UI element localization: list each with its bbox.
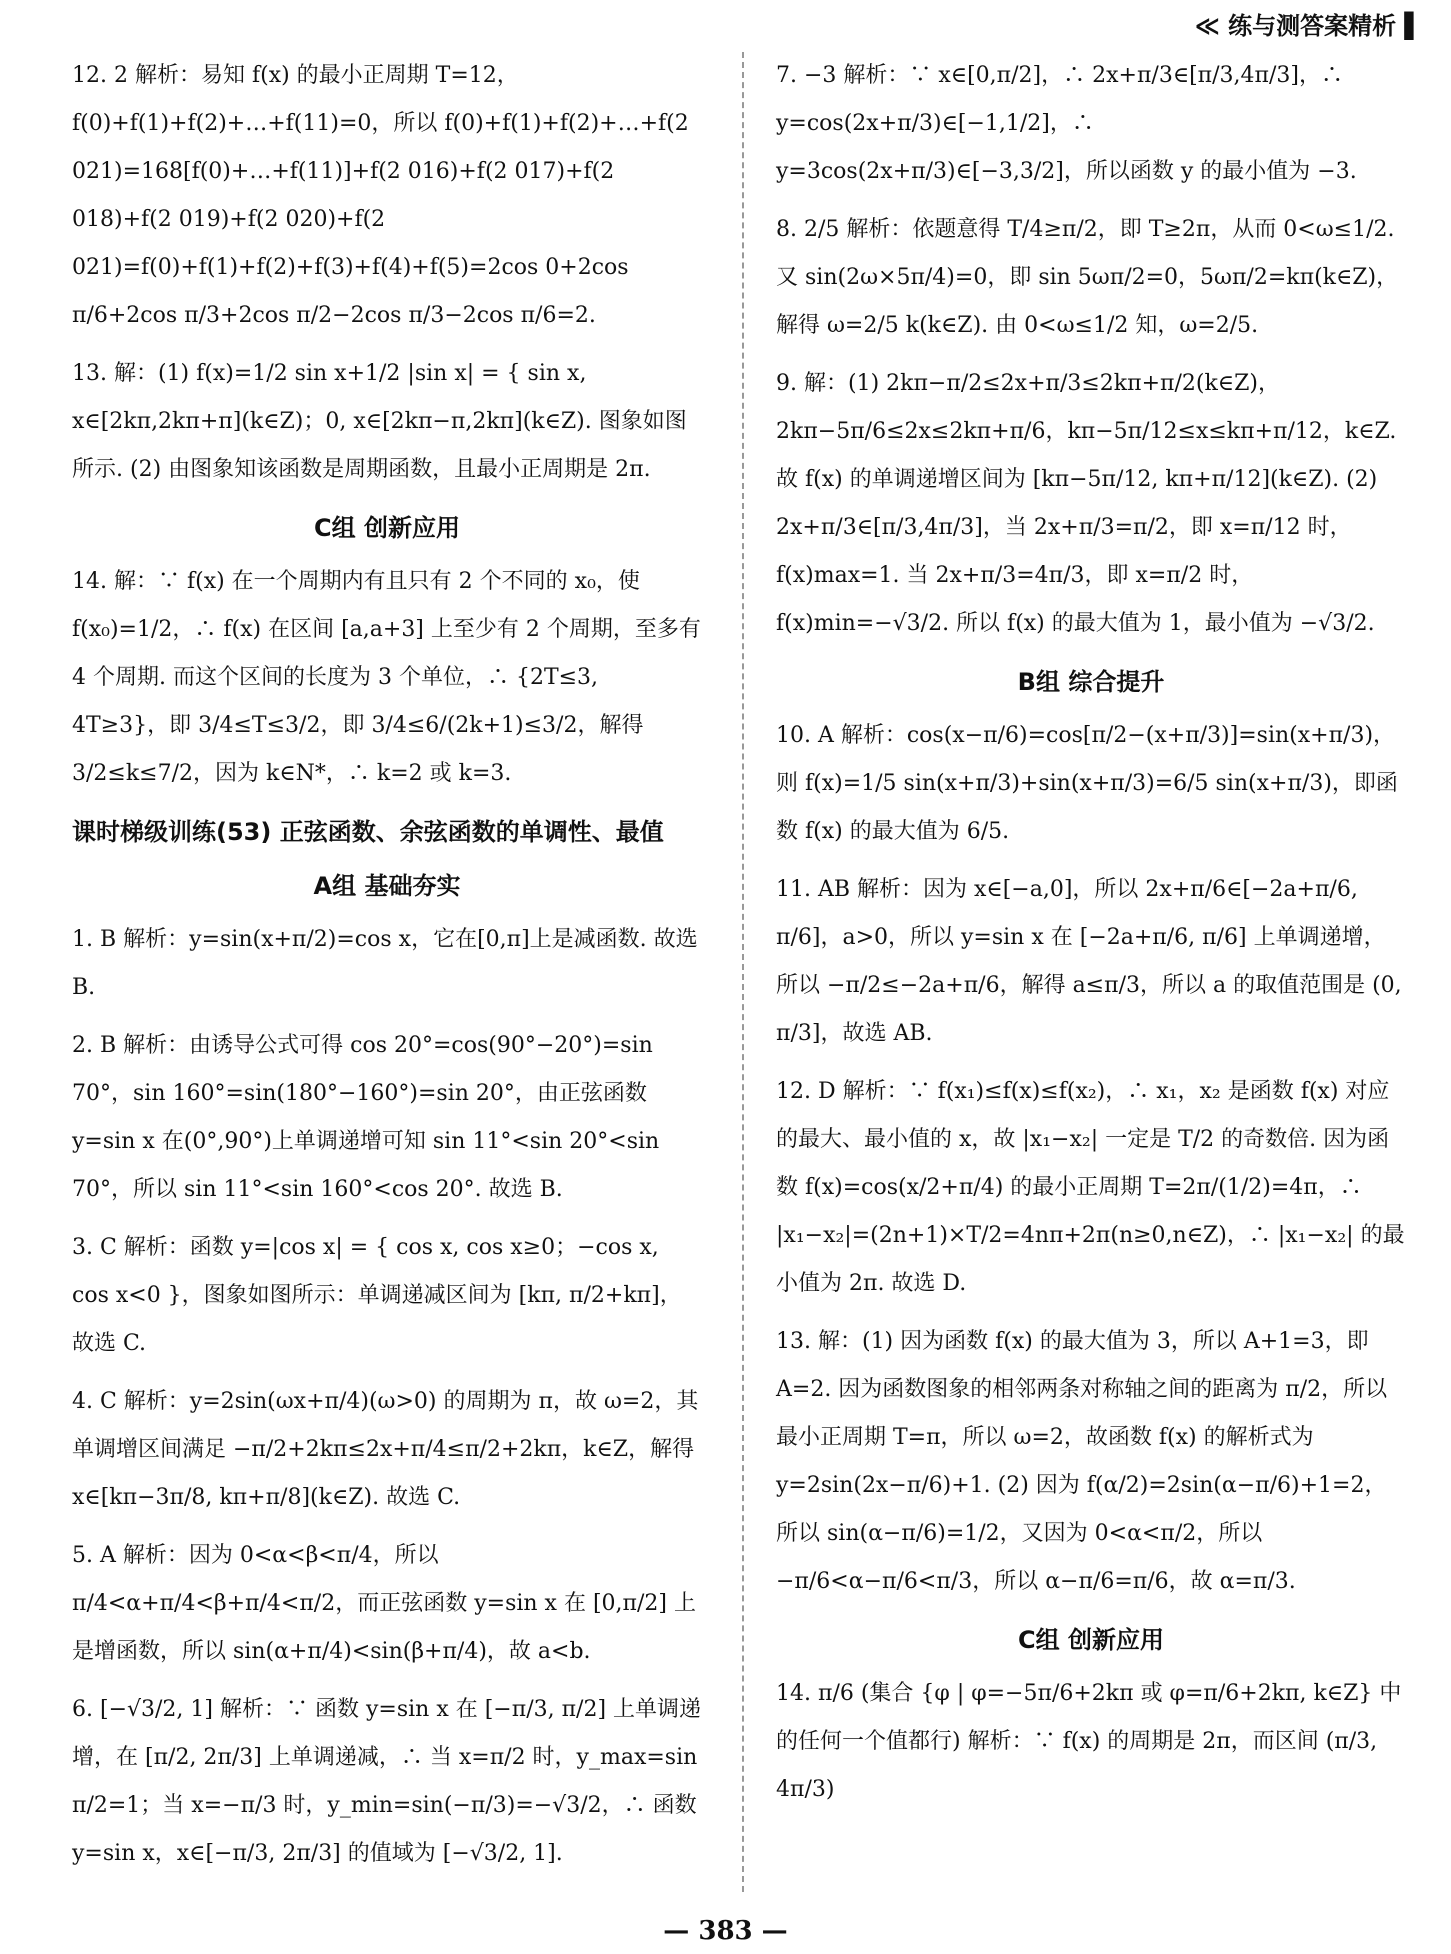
lesson-title: 课时梯级训练(53) 正弦函数、余弦函数的单调性、最值 — [72, 818, 664, 846]
group-c-heading: C组 创新应用 — [314, 514, 460, 542]
left-column — [72, 52, 702, 1888]
solution-12: 12. 2 解析：易知 f(x) 的最小正周期 T=12，f(0)+f(1)+f(2)+…+f(11)=0，所以 f(0)+f(1)+f(2)+…+f(2 021)=168[f(0)+…+f(11)]+f(2 016)+f(2 017)+f(2 018)+f(2 019)+f(2 020)+f(2 021)=f(0)+f(1)+f(2)+f(3)+f(4)+f(5)=2cos 0+2cos π/6+2cos π/3+2cos π/2−2cos π/3−2cos π/6=2. — [72, 63, 689, 328]
solution-13: 13. 解：(1) f(x)=1/2 sin x+1/2 |sin x| = { sin x, x∈[2kπ,2kπ+π](k∈Z)；0, x∈[2kπ−π,2kπ](k∈Z). 图象如图所示. (2) 由图象知该函数是周期函数，且最小正周期是 2π. — [72, 361, 687, 482]
solution-14: 14. 解：∵ f(x) 在一个周期内有且只有 2 个不同的 x₀，使 f(x₀)=1/2，∴ f(x) 在区间 [a,a+3] 上至少有 2 个周期，至多有 4 个周期. 而这个区间的长度为 3 个单位，∴ {2T≤3, 4T≥3}，即 3/4≤T≤3/2，即 3/4≤6/(2k+1)≤3/2，解得 3/2≤k≤7/2，因为 k∈N*，∴ k=2 或 k=3. — [72, 569, 701, 786]
page-number: — 383 — — [663, 1916, 788, 1946]
answer-8: 8. 2/5 解析：依题意得 T/4≥π/2，即 T≥2π，从而 0<ω≤1/2. 又 sin(2ω×5π/4)=0，即 sin 5ωπ/2=0，5ωπ/2=kπ(k∈Z)，解得 ω=2/5 k(k∈Z). 由 0<ω≤1/2 知，ω=2/5. — [776, 217, 1399, 338]
group-a-heading: A组 基础夯实 — [313, 872, 461, 900]
answer-5: 5. A 解析：因为 0<α<β<π/4，所以 π/4<α+π/4<β+π/4<π/2，而正弦函数 y=sin x 在 [0,π/2] 上是增函数，所以 sin(α+π/4)<sin(β+π/4)，故 a<b. — [72, 1543, 696, 1664]
answer-2: 2. B 解析：由诱导公式可得 cos 20°=cos(90°−20°)=sin 70°，sin 160°=sin(180°−160°)=sin 20°，由正弦函数 y=sin x 在(0°,90°)上单调递增可知 sin 11°<sin 20°<sin 70°，所以 sin 11°<sin 160°<cos 20°. 故选 B. — [72, 1033, 660, 1202]
answer-14: 14. π/6 (集合 {φ | φ=−5π/6+2kπ 或 φ=π/6+2kπ, k∈Z} 中的任何一个值都行) 解析：∵ f(x) 的周期是 2π，而区间 (π/3, 4π/3) — [776, 1681, 1402, 1802]
answer-7: 7. −3 解析：∵ x∈[0,π/2]，∴ 2x+π/3∈[π/3,4π/3]，∴ y=cos(2x+π/3)∈[−1,1/2]，∴ y=3cos(2x+π/3)∈[−3,3/2]，所以函数 y 的最小值为 −3. — [776, 63, 1357, 184]
group-c2-heading: C组 创新应用 — [1018, 1626, 1164, 1654]
answer-10: 10. A 解析：cos(x−π/6)=cos[π/2−(x+π/3)]=sin(x+π/3)，则 f(x)=1/5 sin(x+π/3)+sin(x+π/3)=6/5 sin(x+π/3)，即函数 f(x) 的最大值为 6/5. — [776, 723, 1398, 844]
answer-9: 9. 解：(1) 2kπ−π/2≤2x+π/3≤2kπ+π/2(k∈Z)，2kπ−5π/6≤2x≤2kπ+π/6，kπ−5π/12≤x≤kπ+π/12，k∈Z. 故 f(x) 的单调递增区间为 [kπ−5π/12, kπ+π/12](k∈Z). (2) 2x+π/3∈[π/3,4π/3]，当 2x+π/3=π/2，即 x=π/12 时，f(x)max=1. 当 2x+π/3=4π/3，即 x=π/2 时，f(x)min=−√3/2. 所以 f(x) 的最大值为 1，最小值为 −√3/2. — [776, 371, 1397, 636]
answer-11: 11. AB 解析：因为 x∈[−a,0]，所以 2x+π/6∈[−2a+π/6, π/6]，a>0，所以 y=sin x 在 [−2a+π/6, π/6] 上单调递增，所以 −π/2≤−2a+π/6，解得 a≤π/3，所以 a 的取值范围是 (0, π/3]，故选 AB. — [776, 877, 1402, 1046]
answer-12: 12. D 解析：∵ f(x₁)≤f(x)≤f(x₂)，∴ x₁，x₂ 是函数 f(x) 对应的最大、最小值的 x，故 |x₁−x₂| 一定是 T/2 的奇数倍. 因为函数 f(x)=cos(x/2+π/4) 的最小正周期 T=2π/(1/2)=4π，∴ |x₁−x₂|=(2n+1)×T/2=4nπ+2π(n≥0,n∈Z)，∴ |x₁−x₂| 的最小值为 2π. 故选 D. — [776, 1079, 1405, 1296]
answer-1: 1. B 解析：y=sin(x+π/2)=cos x，它在[0,π]上是减函数. 故选 B. — [72, 927, 698, 1000]
page-header: ≪ 练与测答案精析 ▌ — [1194, 12, 1423, 40]
group-b-heading: B组 综合提升 — [1017, 668, 1165, 696]
column-divider — [742, 52, 744, 1892]
answer-6: 6. [−√3/2, 1] 解析：∵ 函数 y=sin x 在 [−π/3, π/2] 上单调递增，在 [π/2, 2π/3] 上单调递减，∴ 当 x=π/2 时，y_max=sin π/2=1；当 x=−π/3 时，y_min=sin(−π/3)=−√3/2，∴ 函数 y=sin x，x∈[−π/3, 2π/3] 的值域为 [−√3/2, 1]. — [72, 1697, 702, 1866]
answer-3: 3. C 解析：函数 y=|cos x| = { cos x, cos x≥0；−cos x, cos x<0 }，图象如图所示：单调递减区间为 [kπ, π/2+kπ]，故选 C. — [72, 1235, 682, 1356]
answer-4: 4. C 解析：y=2sin(ωx+π/4)(ω>0) 的周期为 π，故 ω=2，其单调增区间满足 −π/2+2kπ≤2x+π/4≤π/2+2kπ，k∈Z，解得 x∈[kπ−3π/8, kπ+π/8](k∈Z). 故选 C. — [72, 1389, 699, 1510]
answer-13: 13. 解：(1) 因为函数 f(x) 的最大值为 3，所以 A+1=3，即 A=2. 因为函数图象的相邻两条对称轴之间的距离为 π/2，所以最小正周期 T=π，所以 ω=2，故函数 f(x) 的解析式为 y=2sin(2x−π/6)+1. (2) 因为 f(α/2)=2sin(α−π/6)+1=2，所以 sin(α−π/6)=1/2，又因为 0<α<π/2，所以 −π/6<α−π/6<π/3，所以 α−π/6=π/6，故 α=π/3. — [776, 1329, 1388, 1594]
right-column — [776, 52, 1406, 1824]
